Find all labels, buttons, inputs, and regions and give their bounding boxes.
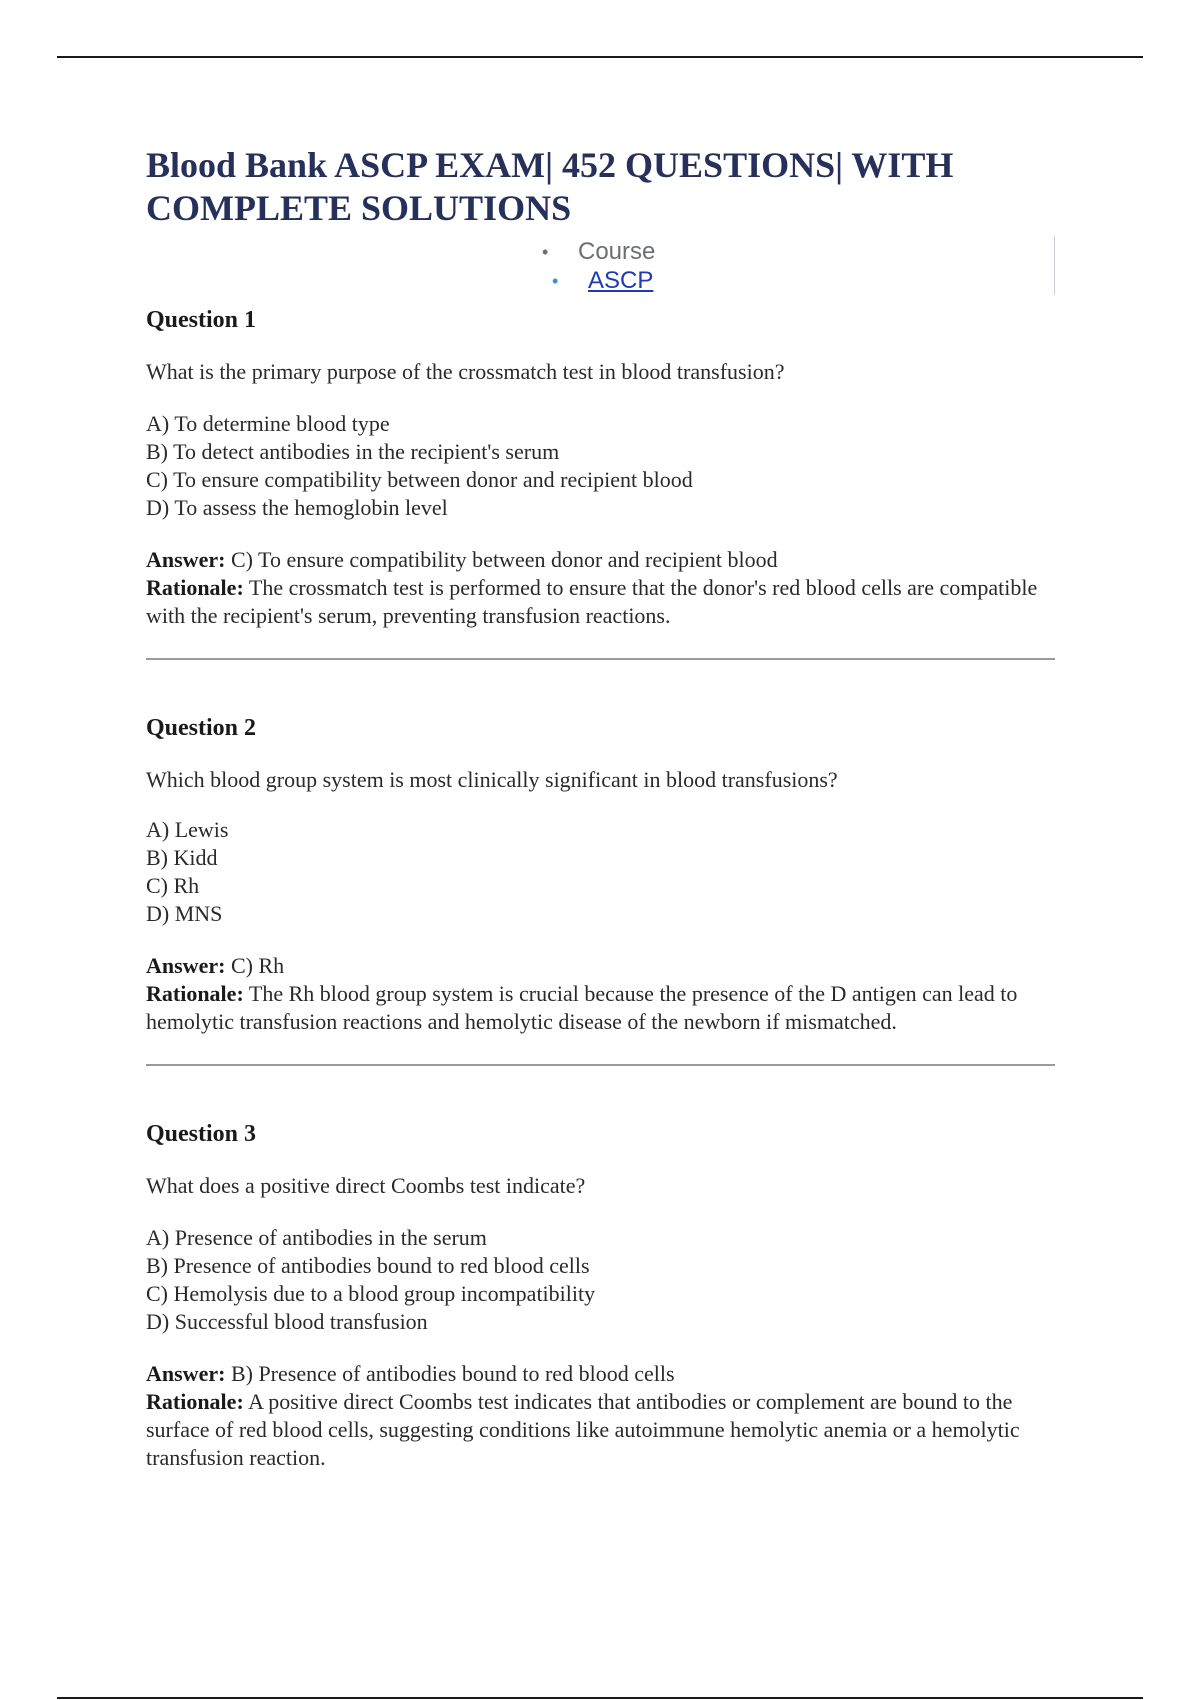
answer-line <box>146 546 1056 574</box>
question-separator <box>146 1064 1055 1066</box>
option-b: B) To detect antibodies in the recipient's serum <box>146 439 560 464</box>
rationale-line <box>146 574 1056 630</box>
option-a: A) Lewis <box>146 817 229 842</box>
question-title: Question 2 <box>146 715 257 741</box>
rationale-text: The crossmatch test is performed to ensure that the donor's red blood cells are compatible with the recipient's serum, preventing transfusion reactions. <box>146 575 1038 628</box>
option-c: C) To ensure compatibility between donor and recipient blood <box>146 467 693 492</box>
question-2 <box>146 714 1056 1036</box>
option-b: B) Presence of antibodies bound to red blood cells <box>146 1253 590 1278</box>
answer-line <box>146 1360 1056 1388</box>
answer-label: Answer: <box>146 547 226 572</box>
question-title: Question 1 <box>146 307 257 333</box>
document-title: Blood Bank ASCP EXAM| 452 QUESTIONS| WITH COMPLETE SOLUTIONS <box>146 145 954 228</box>
question-text: Which blood group system is most clinically significant in blood transfusions? <box>146 767 838 792</box>
document-meta <box>146 236 1056 298</box>
option-d: D) Successful blood transfusion <box>146 1309 428 1334</box>
rationale-text: The Rh blood group system is crucial because the presence of the D antigen can lead to hemolytic transfusion reactions and hemolytic disease of the newborn if mismatched. <box>146 981 1018 1034</box>
answer-text: B) Presence of antibodies bound to red blood cells <box>230 1361 675 1386</box>
option-a: A) Presence of antibodies in the serum <box>146 1225 487 1250</box>
option-b: B) Kidd <box>146 845 218 870</box>
course-item <box>588 267 653 295</box>
rationale-text: A positive direct Coombs test indicates that antibodies or complement are bound to the surface of red blood cells, suggesting conditions like autoimmune hemolytic anemia or a hemolytic transfusion reaction. <box>146 1389 1020 1470</box>
answer-text: C) To ensure compatibility between donor and recipient blood <box>230 547 778 572</box>
question-3 <box>146 1120 1056 1472</box>
option-d: D) MNS <box>146 901 223 926</box>
option-list <box>146 816 1056 928</box>
rationale-label: Rationale: <box>146 981 244 1006</box>
rationale-label: Rationale: <box>146 1389 244 1414</box>
course-link-ascp[interactable]: ASCP <box>588 267 654 294</box>
rationale-line <box>146 980 1056 1036</box>
question-text: What does a positive direct Coombs test indicate? <box>146 1173 586 1198</box>
answer-text: C) Rh <box>230 953 285 978</box>
question-title: Question 3 <box>146 1121 257 1147</box>
course-label: • Course <box>578 238 655 266</box>
answer-label: Answer: <box>146 953 226 978</box>
question-text: What is the primary purpose of the crossmatch test in blood transfusion? <box>146 359 785 384</box>
rationale-label: Rationale: <box>146 575 244 600</box>
meta-divider <box>1054 236 1055 295</box>
answer-line <box>146 952 1056 980</box>
option-list <box>146 410 1056 522</box>
page-bottom-rule <box>57 1697 1143 1699</box>
option-a: A) To determine blood type <box>146 411 390 436</box>
option-d: D) To assess the hemoglobin level <box>146 495 448 520</box>
option-c: C) Hemolysis due to a blood group incompatibility <box>146 1281 596 1306</box>
rationale-line <box>146 1388 1056 1472</box>
option-c: C) Rh <box>146 873 200 898</box>
document-body <box>146 144 1056 1472</box>
question-1 <box>146 306 1056 630</box>
answer-label: Answer: <box>146 1361 226 1386</box>
page-top-rule <box>57 56 1143 58</box>
question-separator <box>146 658 1055 660</box>
option-list <box>146 1224 1056 1336</box>
